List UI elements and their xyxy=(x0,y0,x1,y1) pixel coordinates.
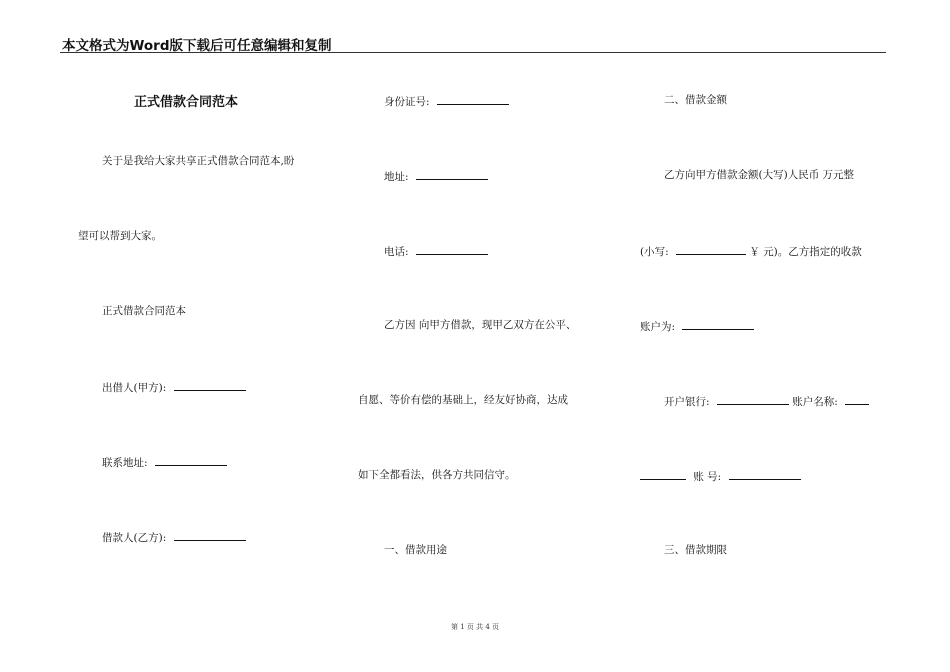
amount-small-suffix: ￥ 元)。乙方指定的收款 xyxy=(749,246,862,258)
contact-address-blank xyxy=(155,454,227,466)
address-field xyxy=(384,168,488,184)
amount-small-label: (小写: xyxy=(640,246,669,258)
bank-field xyxy=(664,393,869,409)
page-number-footer: 第 1 页 共 4 页 xyxy=(450,623,500,631)
contact-address-label: 联系地址: xyxy=(102,457,148,469)
borrower-field xyxy=(102,529,246,545)
contract-subtitle: 正式借款合同范本 xyxy=(102,305,186,317)
account-number-label: 账 号: xyxy=(693,471,722,483)
lender-blank xyxy=(174,379,246,391)
account-holder-field xyxy=(640,318,754,334)
id-number-label: 身份证号: xyxy=(384,96,430,108)
agreement-para-line-3: 如下全都看法，供各方共同信守。 xyxy=(358,469,516,481)
phone-label: 电话: xyxy=(384,246,409,258)
id-number-field xyxy=(384,93,509,109)
account-holder-label: 账户为: xyxy=(640,321,676,333)
amount-small-blank xyxy=(676,243,746,255)
bank-label: 开户银行: xyxy=(664,396,710,408)
phone-blank xyxy=(416,243,488,255)
section-heading-purpose: 一、借款用途 xyxy=(384,544,447,556)
account-holder-blank xyxy=(682,318,754,330)
lender-label: 出借人(甲方): xyxy=(102,382,167,394)
intro-line-1: 关于是我给大家共享正式借款合同范本,盼 xyxy=(102,155,295,167)
section-heading-term: 三、借款期限 xyxy=(664,544,727,556)
section-heading-amount: 二、借款金额 xyxy=(664,94,727,106)
account-number-field xyxy=(640,468,801,484)
phone-field xyxy=(384,243,488,259)
account-name-blank-continued xyxy=(640,468,686,480)
lender-field xyxy=(102,379,246,395)
contact-address-field xyxy=(102,454,227,470)
account-name-blank xyxy=(845,393,869,405)
id-number-blank xyxy=(437,93,509,105)
bank-blank xyxy=(717,393,789,405)
document-header: 本文格式为Word版下载后可任意编辑和复制 xyxy=(62,38,332,54)
amount-line-2 xyxy=(640,243,862,259)
intro-line-2: 望可以帮到大家。 xyxy=(78,230,162,242)
document-title: 正式借款合同范本 xyxy=(134,95,239,110)
amount-line-1: 乙方向甲方借款金额(大写)人民币 万元整 xyxy=(664,169,855,181)
account-name-label: 账户名称: xyxy=(792,396,838,408)
agreement-para-line-2: 自愿、等价有偿的基础上，经友好协商，达成 xyxy=(358,394,568,406)
header-divider xyxy=(60,52,886,53)
address-label: 地址: xyxy=(384,171,409,183)
agreement-para-line-1: 乙方因 向甲方借款，现甲乙双方在公平、 xyxy=(384,319,577,331)
address-blank xyxy=(416,168,488,180)
borrower-blank xyxy=(174,529,246,541)
account-number-blank xyxy=(729,468,801,480)
borrower-label: 借款人(乙方): xyxy=(102,532,167,544)
